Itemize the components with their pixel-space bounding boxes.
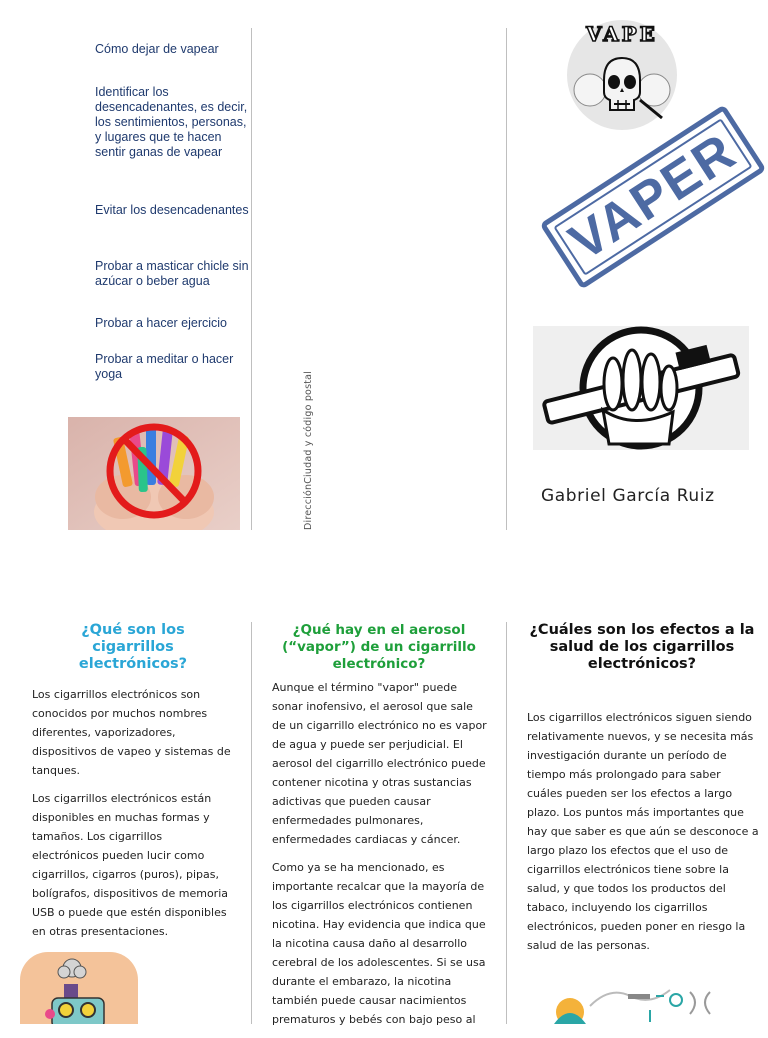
address-label: DirecciónCiudad y código postal xyxy=(303,371,314,530)
section1-body xyxy=(32,685,232,950)
no-vaping-image xyxy=(68,417,240,530)
section1-title: ¿Qué son los cigarrillos electrónicos? xyxy=(78,622,188,672)
vape-character-illustration xyxy=(20,952,138,1024)
section1-paragraph: Los cigarrillos electrónicos son conocidos por muchos nombres diferentes, vaporizadores, dispositivos de vapeo y sistemas de tanques. xyxy=(32,688,231,777)
section1-paragraph: Los cigarrillos electrónicos están disponibles en muchas formas y tamaños. Los cigarrillos electrónicos pueden lucir como cigarrillos, cigarros (puros), pipas, bolígrafos, dispositivos de memoria USB o puede que estén disponibles en otras presentaciones. xyxy=(32,792,228,938)
divider-top-right xyxy=(506,28,507,530)
tip-item: Probar a masticar chicle sin azúcar o beber agua xyxy=(95,259,249,288)
section3-title: ¿Cuáles son los efectos a la salud de los cigarrillos electrónicos? xyxy=(529,622,755,672)
tip-item: Identificar los desencadenantes, es decir, los sentimientos, personas, y lugares que te hacen sentir ganas de vapear xyxy=(95,85,248,159)
divider-bottom-right xyxy=(506,622,507,1024)
tip-heading: Cómo dejar de vapear xyxy=(95,42,219,56)
health-effects-illustration xyxy=(540,982,768,1024)
skeleton-hand-image xyxy=(533,326,749,450)
vaper-stamp xyxy=(518,100,768,290)
section2-paragraph: Aunque el término "vapor" puede sonar inofensivo, el aerosol que sale de un cigarrillo electrónico no es vapor de agua y puede ser perjudicial. El aerosol del cigarrillo electrónico puede contener nicotina y otras sustancias adictivas que pueden causar enfermedades pulmonares, enfermedades cardiacas y cáncer. xyxy=(272,681,487,846)
tip-item: Probar a hacer ejercicio xyxy=(95,316,228,330)
section2-body xyxy=(272,678,490,1038)
section3-paragraph: Los cigarrillos electrónicos siguen siendo relativamente nuevos, y se necesita más investigación durante un período de tiempo más prolongado para saber cuáles pueden ser los efectos a largo plazo. Los puntos más importantes que hay que saber es que aún se desconoce a largo plazo los efectos que el uso de cigarrillos electrónicos tiene sobre la salud, y que todos los productos del tabaco, incluyendo los cigarrillos electrónicos, pueden poner en riesgo la salud de las personas. xyxy=(527,711,759,952)
vape-logo-text: VAPE xyxy=(586,22,658,46)
section3-body xyxy=(527,708,759,964)
author-name: Gabriel García Ruiz xyxy=(541,486,715,506)
vaper-stamp-text: VAPER xyxy=(559,122,747,272)
tip-item: Evitar los desencadenantes xyxy=(95,203,249,217)
tip-item: Probar a meditar o hacer yoga xyxy=(95,352,234,381)
divider-bottom-left xyxy=(251,622,252,1024)
section2-paragraph: Como ya se ha mencionado, es importante recalcar que la mayoría de los cigarrillos electrónicos contienen nicotina. Hay evidencia que indica que la nicotina causa daño al desarrollo cerebral de los adolescentes. Si se usa durante el embarazo, la nicotina también puede causar nacimientos prematuros y bebés con bajo peso al xyxy=(272,861,486,1026)
section2-title: ¿Qué hay en el aerosol (“vapor”) de un cigarrillo electrónico? xyxy=(282,622,476,672)
